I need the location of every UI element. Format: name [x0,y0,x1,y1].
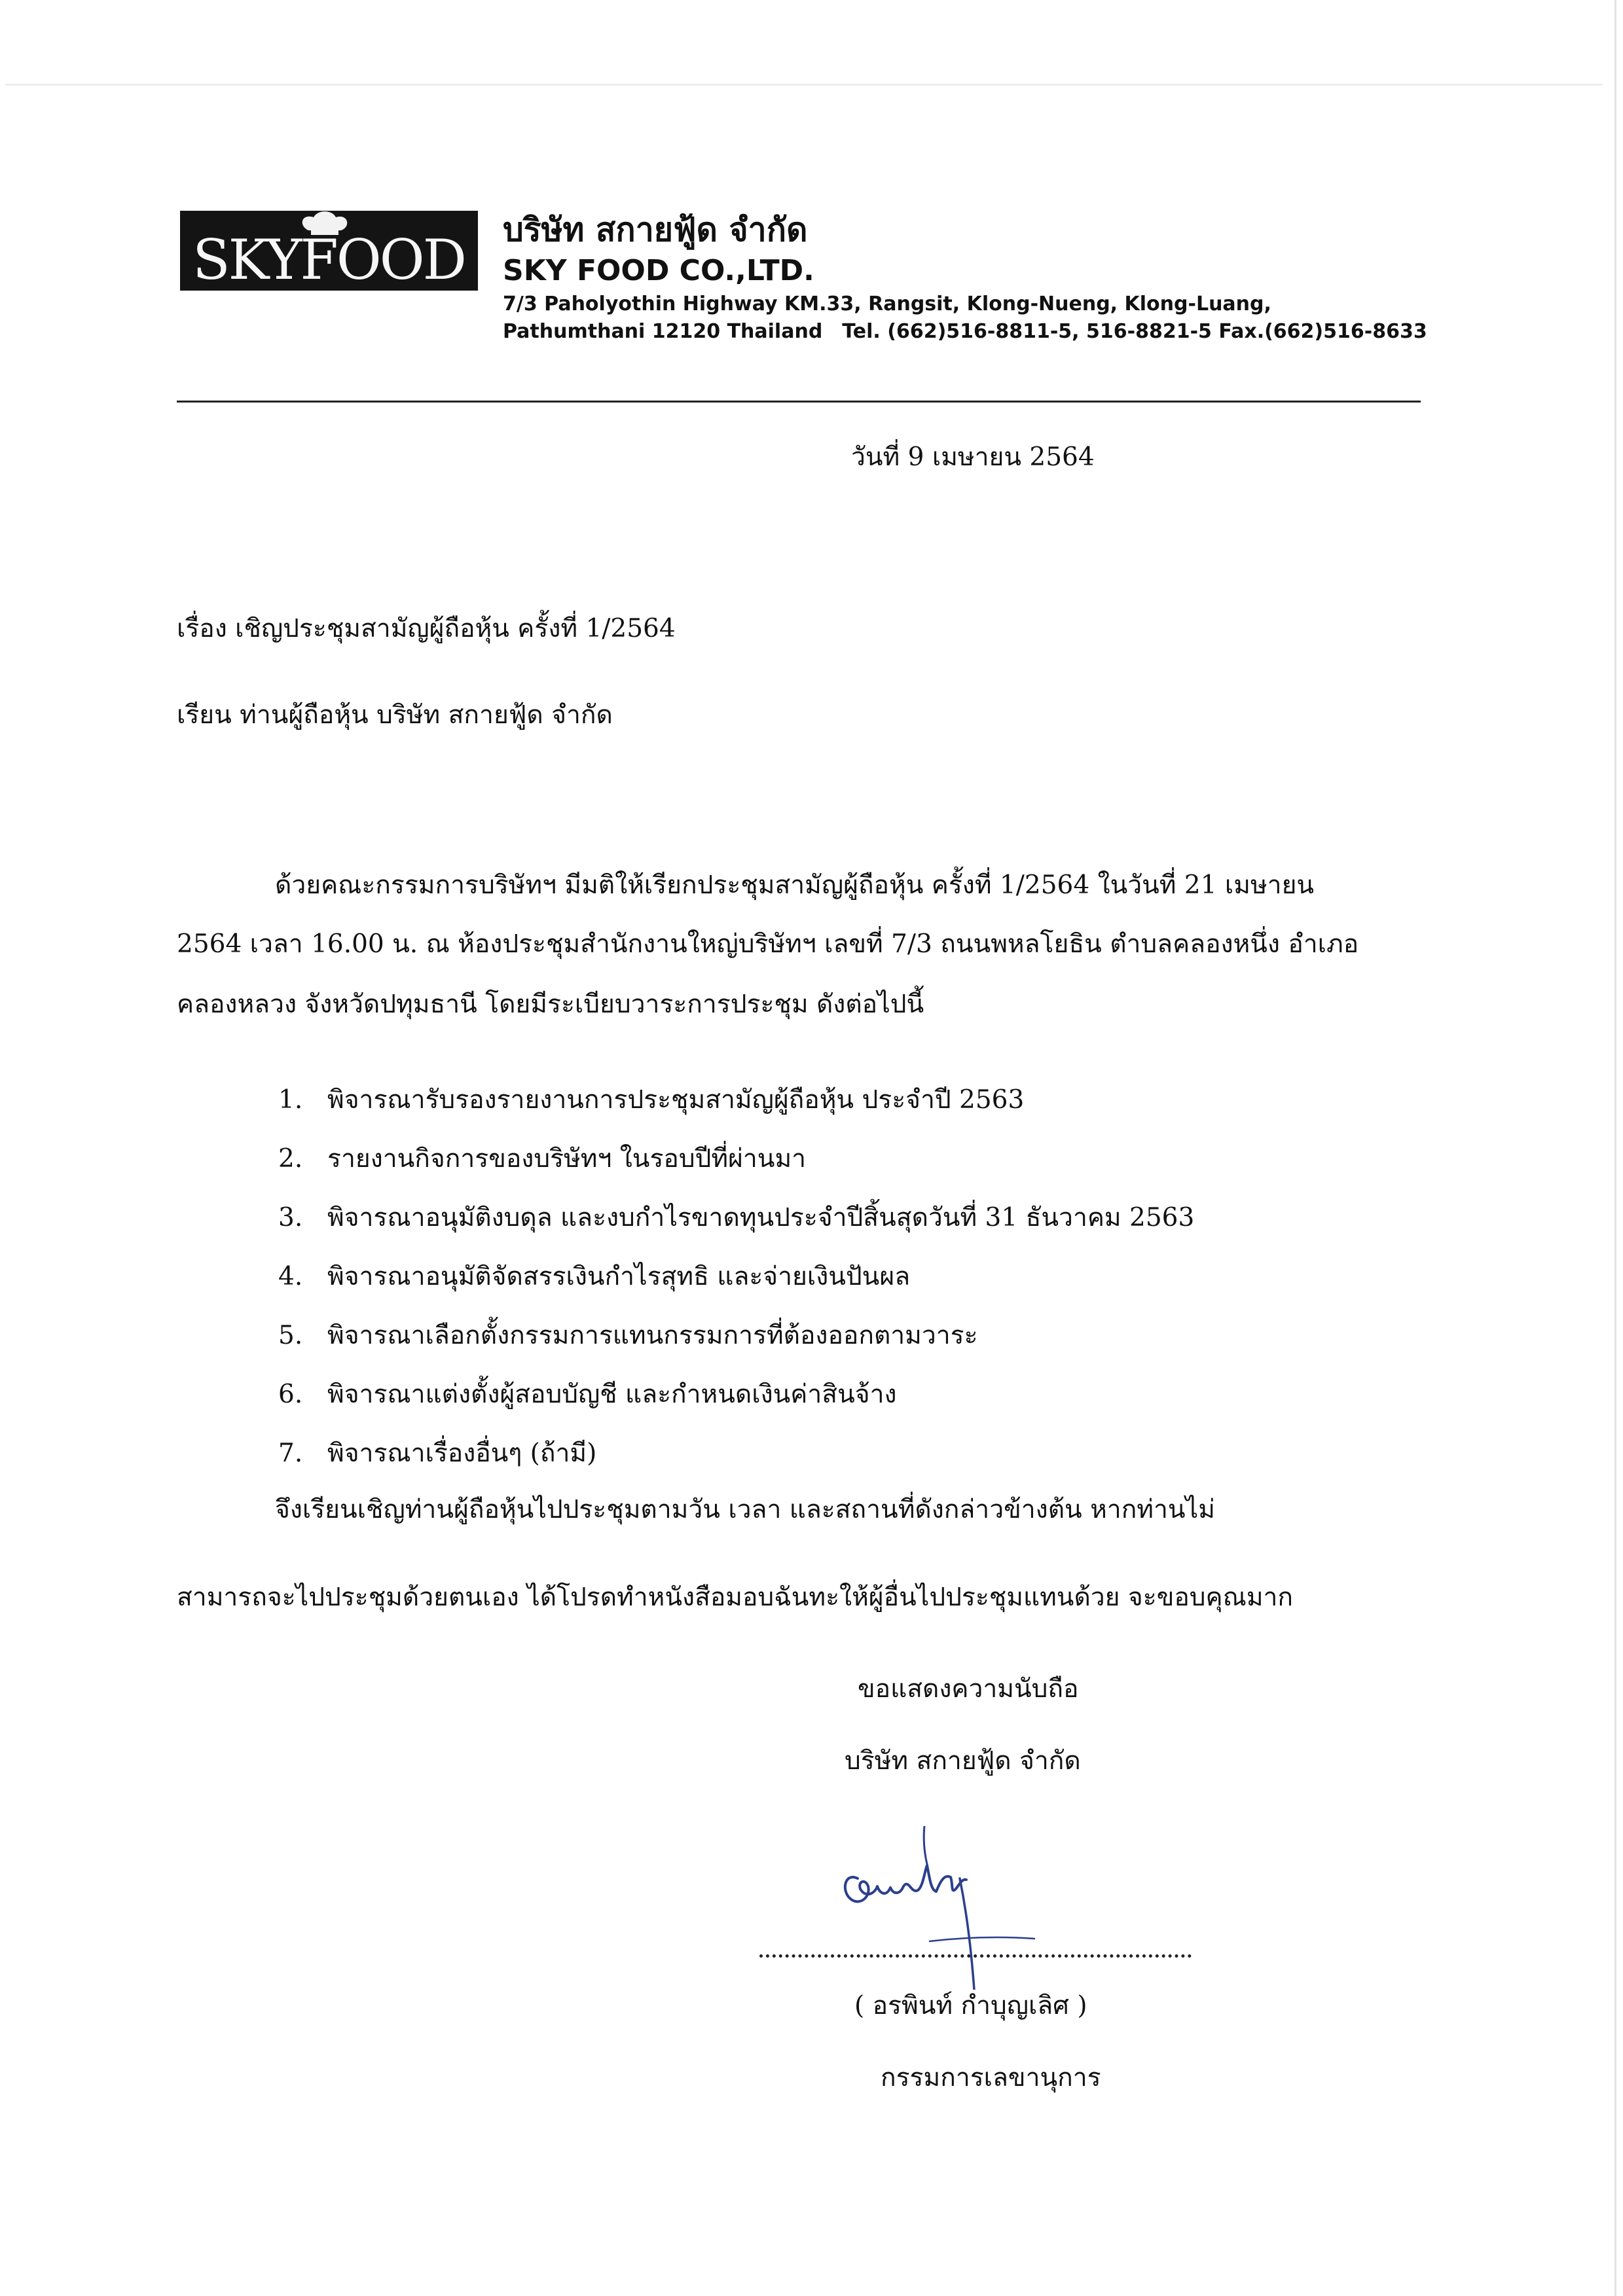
agenda-item-text: พิจารณาอนุมัติจัดสรรเงินกำไรสุทธิ และจ่ายเงินปันผล [327,1262,911,1291]
agenda-item-number: 3. [278,1203,303,1232]
letter-date: วันที่ 9 เมษายน 2564 [851,442,1095,472]
regards-text: ขอแสดงความนับถือ [858,1674,1079,1704]
letter-salutation: เรียน ท่านผู้ถือหุ้น บริษัท สกายฟู้ด จำกัด [177,700,613,730]
company-contact-numbers: Tel. (662)516-8811-5, 516-8821-5 Fax.(662)516-8633 [842,320,1427,343]
agenda-item-text: พิจารณาเลือกตั้งกรรมการแทนกรรมการที่ต้องออกตามวาระ [327,1321,978,1350]
agenda-item-number: 1. [278,1085,303,1115]
body-paragraph-line: คลองหลวง จังหวัดปทุมธานี โดยมีระเบียบวาระการประชุม ดังต่อไปนี้ [177,990,924,1019]
company-name-thai: บริษัท สกายฟู้ด จำกัด [503,211,808,249]
agenda-item-text: พิจารณารับรองรายงานการประชุมสามัญผู้ถือหุ้น ประจำปี 2563 [327,1085,1025,1115]
company-address-line-2 [503,318,1427,346]
agenda-item [278,1437,1194,1496]
agenda-item-number: 4. [278,1262,303,1291]
agenda-item-text: รายงานกิจการของบริษัทฯ ในรอบปีที่ผ่านมา [327,1144,807,1174]
page-edge [1614,0,1616,2296]
signature-line [759,1954,1192,1958]
agenda-item [278,1143,1194,1202]
signer-title: กรรมการเลขานุการ [881,2063,1101,2092]
handwritten-signature [831,1826,1054,1992]
agenda-item-text: พิจารณาเรื่องอื่นๆ (ถ้ามี) [327,1439,597,1468]
agenda-list [278,1084,1194,1496]
agenda-item-number: 5. [278,1321,303,1350]
body-paragraph-line: 2564 เวลา 16.00 น. ณ ห้องประชุมสำนักงานใหญ่บริษัทฯ เลขที่ 7/3 ถนนพหลโยธิน ตำบลคลองหนึ่ง อำเภอ [177,929,1359,959]
closing-line: จึงเรียนเชิญท่านผู้ถือหุ้นไปประชุมตามวัน เวลา และสถานที่ดังกล่าวข้างต้น หากท่านไม่ [275,1495,1215,1524]
agenda-item [278,1084,1194,1143]
agenda-item [278,1261,1194,1319]
signer-name: ( อรพินท์ กำบุญเลิศ ) [854,1991,1087,2020]
agenda-item-number: 2. [278,1144,303,1174]
agenda-item [278,1378,1194,1437]
closing-line: สามารถจะไปประชุมด้วยตนเอง ได้โปรดทำหนังสือมอบฉันทะให้ผู้อื่นไปประชุมแทนด้วย จะขอบคุณมาก [177,1583,1294,1612]
agenda-item-text: พิจารณาแต่งตั้งผู้สอบบัญชี และกำหนดเงินค่าสินจ้าง [327,1380,897,1409]
header-divider [177,401,1421,403]
svg-text:SKYFOOD: SKYFOOD [192,228,465,291]
company-address-city: Pathumthani 12120 Thailand [503,320,823,343]
company-address-line-1: 7/3 Paholyothin Highway KM.33, Rangsit, Klong-Nueng, Klong-Luang, [503,293,1271,315]
company-logo [180,211,478,291]
body-paragraph-line: ด้วยคณะกรรมการบริษัทฯ มีมติให้เรียกประชุมสามัญผู้ถือหุ้น ครั้งที่ 1/2564 ในวันที่ 21 เมษายน [275,870,1315,900]
agenda-item [278,1202,1194,1261]
signing-company: บริษัท สกายฟู้ด จำกัด [845,1746,1081,1776]
agenda-item-number: 6. [278,1380,303,1409]
agenda-item-text: พิจารณาอนุมัติงบดุล และงบกำไรขาดทุนประจำปีสิ้นสุดวันที่ 31 ธันวาคม 2563 [327,1203,1195,1232]
agenda-item-number: 7. [278,1439,303,1468]
company-name-english: SKY FOOD CO.,LTD. [503,254,814,287]
scan-speckle [5,84,1603,86]
letter-subject: เรื่อง เชิญประชุมสามัญผู้ถือหุ้น ครั้งที่ 1/2564 [177,614,676,643]
agenda-item [278,1319,1194,1378]
letterhead-text [503,208,1427,346]
